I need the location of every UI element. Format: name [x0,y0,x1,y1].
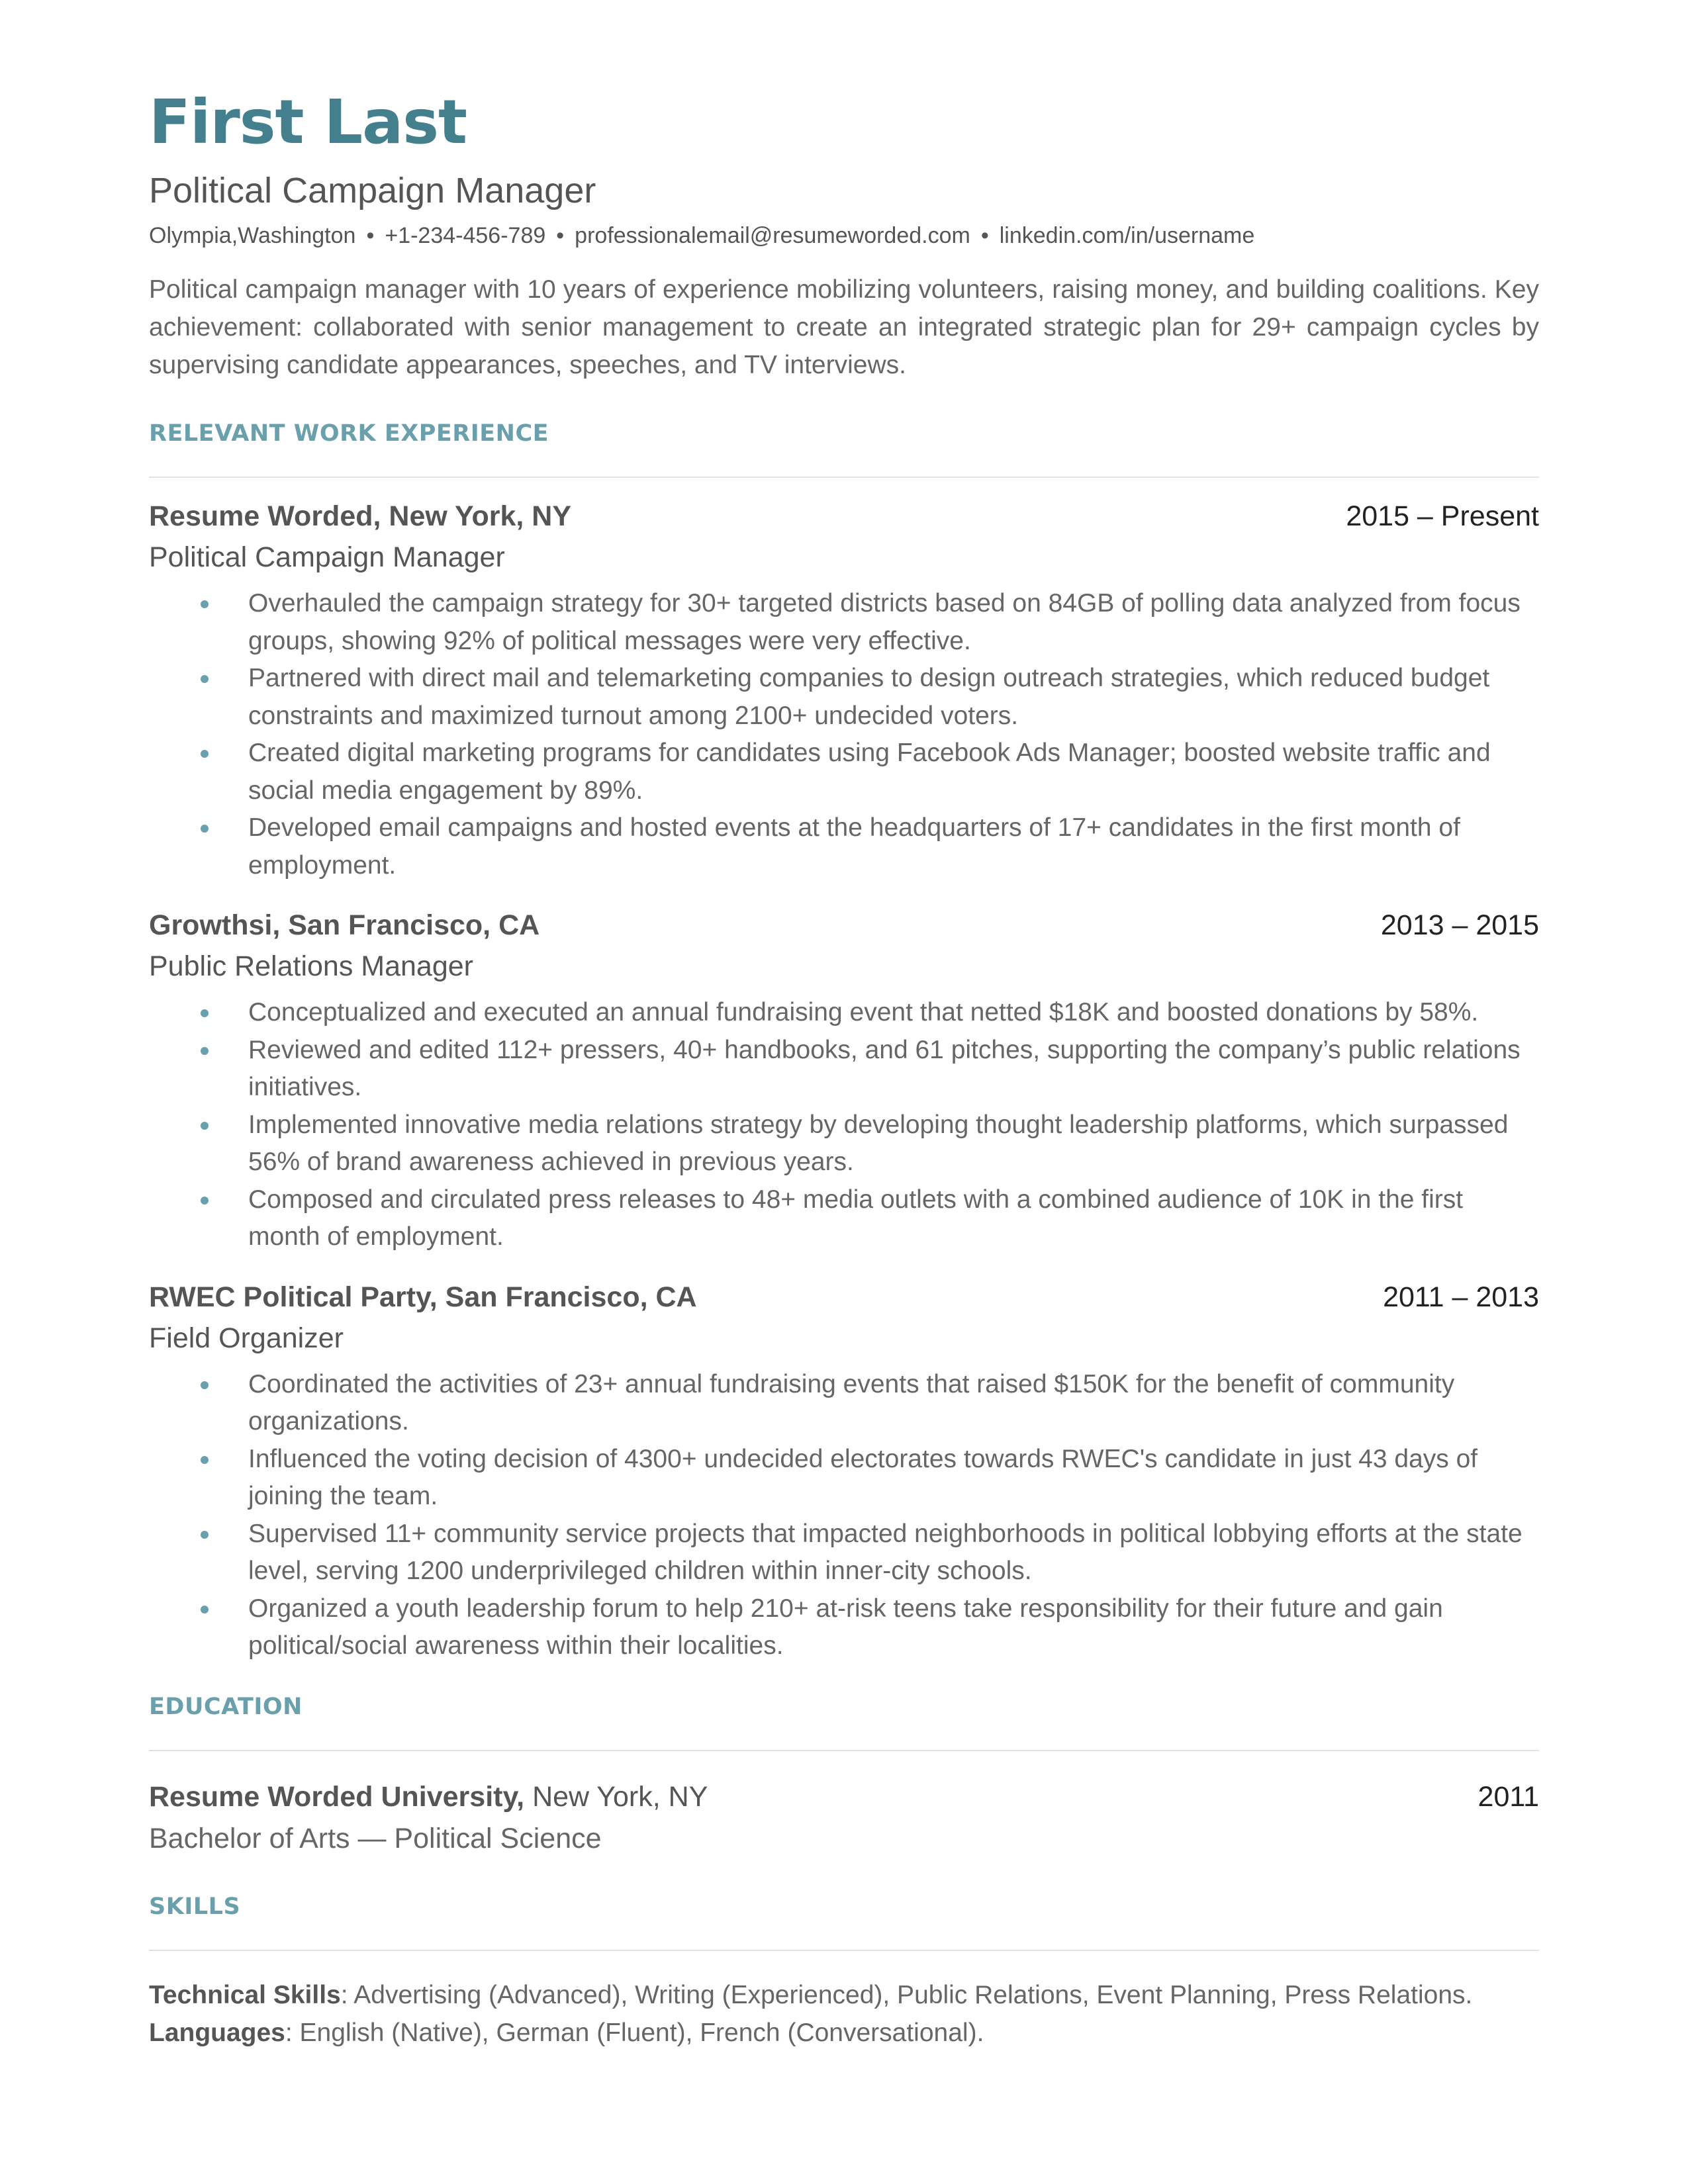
contact-line [149,219,1539,252]
job-entry [149,905,1539,1256]
job-header [149,1277,1539,1317]
job-company: RWEC Political Party, San Francisco, CA [149,1281,697,1313]
section-divider [149,1950,1539,1951]
job-dates: 2011 – 2013 [1383,1281,1539,1313]
job-bullets [149,994,1539,1256]
bullet-dot-icon [201,1122,209,1130]
job-company: Growthsi, San Francisco, CA [149,909,540,941]
skills-languages [149,2014,1539,2052]
section-divider [149,477,1539,478]
job-entry [149,496,1539,884]
skills-technical-value: : Advertising (Advanced), Writing (Experienced), Public Relations, Event Planning, Press Relations. [340,1980,1473,2009]
education-degree: Bachelor of Arts — Political Science [149,1822,602,1854]
skills-technical-label: Technical Skills [149,1980,341,2009]
skills-block [149,1976,1539,2052]
resume-page [149,83,1539,2052]
job-role: Field Organizer [149,1322,344,1354]
candidate-name: First Last [149,87,467,158]
bullet-text: Overhauled the campaign strategy for 30+ targeted districts based on 84GB of polling data analyzed from focus groups, showing 92% of political messages were very effective. [248,589,1521,655]
contact-linkedin[interactable]: linkedin.com/in/username [999,223,1255,248]
bullet-item [149,585,1539,660]
skills-languages-label: Languages [149,2018,285,2047]
job-role: Political Campaign Manager [149,541,505,573]
contact-email[interactable]: professionalemail@resumeworded.com [575,223,970,248]
education-school: Resume Worded University, [149,1780,525,1813]
bullet-item [149,1441,1539,1516]
bullet-dot-icon [201,1009,209,1017]
contact-separator: • [980,223,989,248]
education-header [149,1776,1539,1817]
job-header [149,905,1539,945]
bullet-dot-icon [201,825,209,833]
candidate-title: Political Campaign Manager [149,171,596,210]
section-divider [149,1750,1539,1751]
experience-heading: RELEVANT WORK EXPERIENCE [149,420,549,447]
education-year: 2011 [1477,1780,1539,1813]
contact-phone: +1-234-456-789 [385,223,546,248]
bullet-dot-icon [201,675,209,683]
skills-technical [149,1976,1539,2014]
job-role: Public Relations Manager [149,950,473,982]
bullet-item [149,735,1539,809]
bullet-item [149,1107,1539,1181]
bullet-dot-icon [201,1531,209,1539]
education-location: New York, NY [524,1780,708,1813]
bullet-dot-icon [201,1197,209,1205]
bullet-item [149,660,1539,735]
contact-location: Olympia,Washington [149,223,356,248]
bullet-item [149,1181,1539,1256]
summary-paragraph: Political campaign manager with 10 years of experience mobilizing volunteers, raising money, and building coalitions. Key achievement: collaborated with senior management to create an integrated strategic plan for 29+ campaign cycles by supervising candidate appearances, speeches, and TV interviews. [149,275,1539,379]
bullet-dot-icon [201,1047,209,1055]
bullet-item [149,994,1539,1032]
bullet-item [149,1516,1539,1590]
contact-separator: • [366,223,375,248]
bullet-item [149,1590,1539,1665]
job-header [149,496,1539,536]
education-school-line [149,1776,708,1817]
bullet-text: Organized a youth leadership forum to help 210+ at-risk teens take responsibility for their future and gain political/social awareness within their localities. [248,1594,1443,1660]
education-heading: EDUCATION [149,1693,303,1720]
bullet-item [149,809,1539,884]
bullet-dot-icon [201,600,209,608]
bullet-text: Coordinated the activities of 23+ annual fundraising events that raised $150K for the benefit of community organizations. [248,1369,1455,1435]
job-company: Resume Worded, New York, NY [149,500,572,532]
skills-languages-value: : English (Native), German (Fluent), French (Conversational). [285,2018,984,2047]
bullet-dot-icon [201,750,209,758]
job-bullets [149,1366,1539,1665]
job-dates: 2015 – Present [1346,500,1539,532]
bullet-item [149,1032,1539,1107]
skills-heading: SKILLS [149,1893,241,1920]
job-entry [149,1277,1539,1665]
bullet-item [149,1366,1539,1441]
contact-separator: • [556,223,565,248]
bullet-text: Reviewed and edited 112+ pressers, 40+ handbooks, and 61 pitches, supporting the company’s public relations initiatives. [248,1035,1521,1101]
bullet-dot-icon [201,1456,209,1464]
bullet-text: Conceptualized and executed an annual fundraising event that netted $18K and boosted donations by 58%. [248,998,1479,1026]
job-bullets [149,585,1539,884]
education-entry [149,1776,1539,1860]
bullet-text: Partnered with direct mail and telemarketing companies to design outreach strategies, which reduced budget constraints and maximized turnout among 2100+ undecided voters. [248,664,1490,730]
bullet-text: Developed email campaigns and hosted events at the headquarters of 17+ candidates in the first month of employment. [248,813,1460,880]
bullet-dot-icon [201,1381,209,1389]
bullet-text: Supervised 11+ community service projects that impacted neighborhoods in political lobbying efforts at the state level, serving 1200 underprivileged children within inner-city schools. [248,1519,1523,1585]
bullet-text: Composed and circulated press releases to 48+ media outlets with a combined audience of 10K in the first month of employment. [248,1185,1464,1251]
bullet-text: Created digital marketing programs for candidates using Facebook Ads Manager; boosted website traffic and social media engagement by 89%. [248,739,1491,805]
bullet-text: Influenced the voting decision of 4300+ undecided electorates towards RWEC's candidate in just 43 days of joining the team. [248,1444,1478,1510]
job-dates: 2013 – 2015 [1380,909,1539,941]
bullet-text: Implemented innovative media relations strategy by developing thought leadership platforms, which surpassed 56% of brand awareness achieved in previous years. [248,1110,1509,1176]
bullet-dot-icon [201,1606,209,1614]
